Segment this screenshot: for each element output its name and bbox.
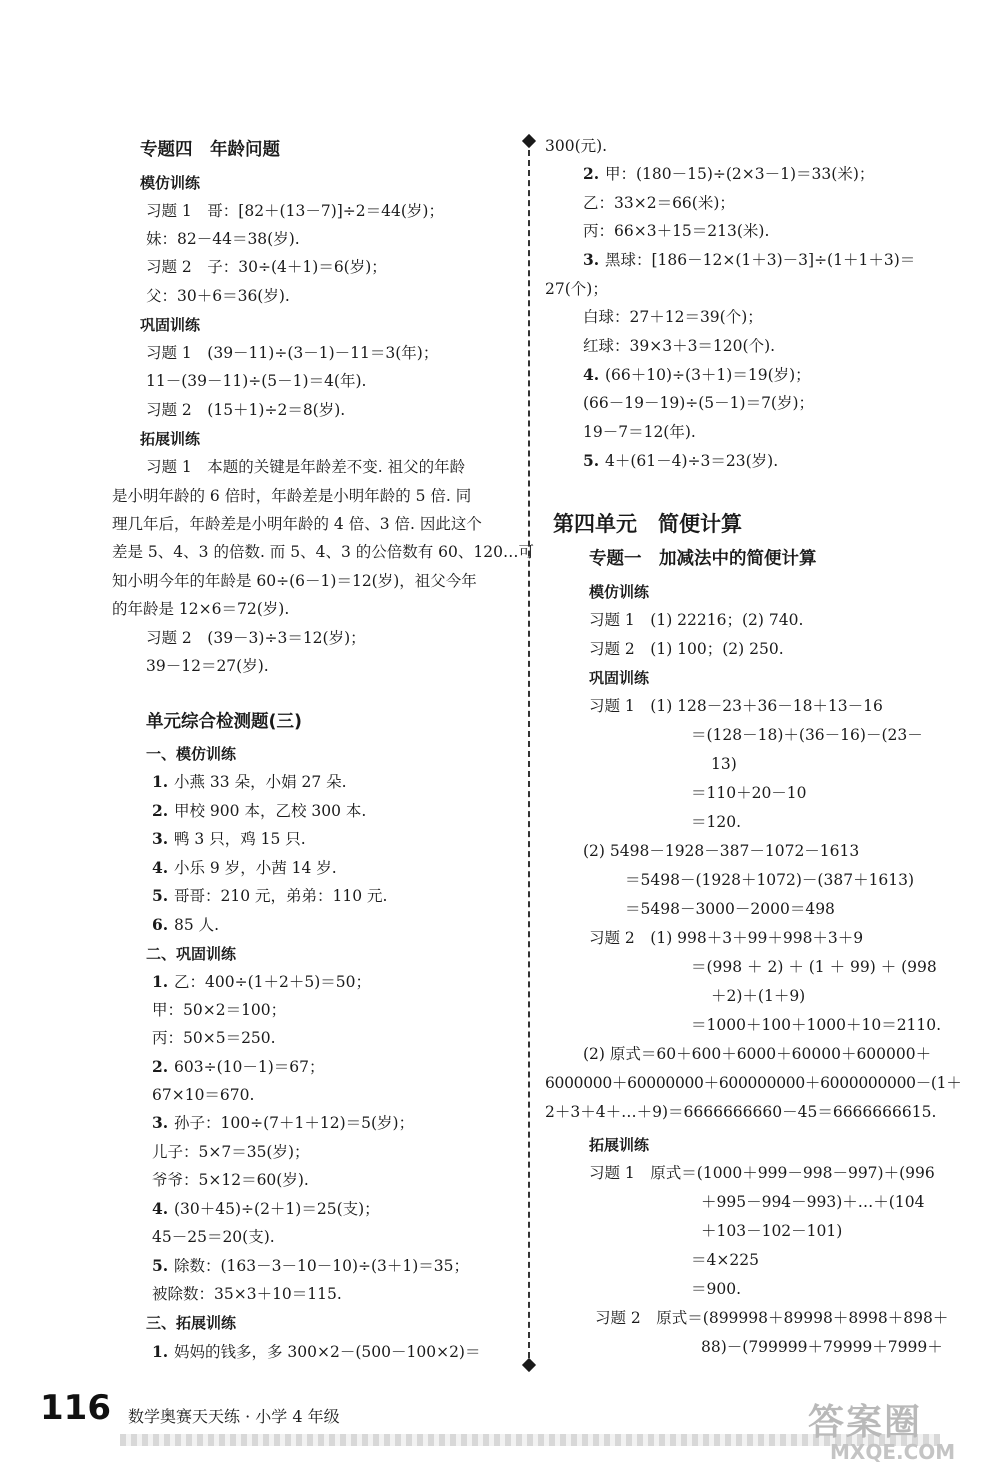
text-line: ＝(128－18)＋(36－16)－(23－ (691, 726, 923, 744)
text-line: 45－25＝20(支). (152, 1228, 275, 1246)
text-line: 哥哥：210 元，弟弟：110 元. (174, 887, 388, 905)
text-line: 白球：27＋12＝39(个)； (583, 308, 763, 326)
text-line: ＋103－102－101) (701, 1222, 843, 1240)
text-line: 67×10＝670. (152, 1086, 255, 1104)
text-line: 习题 1 原式＝(1000＋999－998－997)＋(996 (589, 1164, 935, 1182)
text-line: 39－12＝27(岁). (146, 657, 269, 675)
text-line: 85 人. (174, 916, 220, 934)
text-line: ＋995－994－993)＋…＋(104 (701, 1193, 925, 1211)
item-number: 2. (152, 801, 169, 820)
section-heading: 一、模仿训练 (146, 745, 237, 763)
divider-end-marker (522, 1358, 536, 1372)
text-line: ＝120. (691, 813, 742, 831)
section-heading: 模仿训练 (140, 174, 201, 192)
divider-end-marker (522, 134, 536, 148)
topic-heading: 专题一 加减法中的简便计算 (589, 549, 817, 569)
text-line: 乙：400÷(1＋2＋5)＝50； (174, 973, 371, 991)
text-line: 儿子：5×7＝35(岁)； (152, 1143, 310, 1161)
text-line: 是小明年龄的 6 倍时，年龄差是小明年龄的 5 倍. 同 (112, 487, 472, 505)
item-number: 3. (152, 829, 169, 848)
item-number: 3. (152, 1113, 169, 1132)
text-line: (2) 5498－1928－387－1072－1613 (583, 842, 860, 860)
unit-test-heading: 单元综合检测题(三) (146, 712, 302, 732)
book-title: 数学奥赛天天练 · 小学 4 年级 (128, 1407, 340, 1426)
text-line: 习题 2 (1) 998＋3＋99＋998＋3＋9 (589, 929, 864, 947)
text-line: 甲：(180－15)÷(2×3－1)＝33(米)； (605, 165, 875, 183)
text-line: (2) 原式＝60＋600＋6000＋60000＋600000＋ (583, 1045, 932, 1063)
text-line: ＝5498－(1928＋1072)－(387＋1613) (625, 871, 915, 889)
text-line: 2＋3＋4＋…＋9)＝6666666660－45＝6666666615. (545, 1103, 937, 1121)
text-line: 4＋(61－4)÷3＝23(岁). (605, 452, 779, 470)
text-line: ＝110＋20－10 (691, 784, 807, 802)
unit-heading: 第四单元 简便计算 (553, 512, 742, 536)
text-line: 孙子：100÷(7＋1＋12)＝5(岁)； (174, 1114, 415, 1132)
text-line: 88)－(799999＋79999＋7999＋ (701, 1338, 943, 1356)
text-line: (66－19－19)÷(5－1)＝7(岁)； (583, 394, 815, 412)
item-number: 4. (152, 858, 169, 877)
text-line: 丙：50×5＝250. (152, 1029, 276, 1047)
text-line: 妈妈的钱多，多 300×2－(500－100×2)＝ (174, 1343, 481, 1361)
section-heading: 拓展训练 (140, 430, 201, 448)
item-number: 2. (583, 164, 600, 183)
text-line: 习题 1 (39－11)÷(3－1)－11＝3(年)； (146, 344, 439, 362)
section-heading: 拓展训练 (589, 1136, 650, 1154)
item-number: 2. (152, 1057, 169, 1076)
text-line: ＝(998 ＋ 2) ＋ (1 ＋ 99) ＋ (998 (691, 958, 937, 976)
item-number: 5. (583, 451, 600, 470)
item-number: 1. (152, 972, 169, 991)
text-line: 习题 2 (39－3)÷3＝12(岁)； (146, 629, 366, 647)
text-line: 妹：82－44＝38(岁). (146, 230, 300, 248)
text-line: 习题 2 子：30÷(4＋1)＝6(岁)； (146, 258, 387, 276)
text-line: ＝1000＋100＋1000＋10＝2110. (691, 1016, 942, 1034)
section-heading: 二、巩固训练 (146, 945, 237, 963)
text-line: 习题 1 (1) 22216；(2) 740. (589, 611, 804, 629)
text-line: 6000000＋60000000＋600000000＋6000000000－(1＋ (545, 1074, 962, 1092)
item-number: 4. (583, 365, 600, 384)
text-line: ＝5498－3000－2000＝498 (625, 900, 835, 918)
text-line: (30＋45)÷(2＋1)＝25(支)； (174, 1200, 380, 1218)
section-heading: 模仿训练 (589, 583, 650, 601)
text-line: 知小明今年的年龄是 60÷(6－1)＝12(岁)，祖父今年 (112, 572, 477, 590)
text-line: ＝4×225 (691, 1251, 759, 1269)
text-line: 红球：39×3＋3＝120(个). (583, 337, 776, 355)
text-line: 理几年后，年龄差是小明年龄的 4 倍、3 倍. 因此这个 (112, 515, 482, 533)
section-heading: 巩固训练 (140, 316, 201, 334)
text-line: 的年龄是 12×6＝72(岁). (112, 600, 290, 618)
section-heading: 巩固训练 (589, 669, 650, 687)
item-number: 1. (152, 1342, 169, 1361)
text-line: 乙：33×2＝66(米)； (583, 194, 735, 212)
text-line: 习题 2 原式＝(899998＋89998＋8998＋898＋ (595, 1309, 949, 1327)
text-line: 习题 2 (15＋1)÷2＝8(岁). (146, 401, 346, 419)
text-line: 小燕 33 朵，小娟 27 朵. (174, 773, 347, 791)
watermark-logo: 答案圈 (808, 1402, 923, 1443)
text-line: 13) (711, 755, 737, 773)
text-line: 甲：50×2＝100； (152, 1001, 287, 1019)
text-line: 被除数：35×3＋10＝115. (152, 1285, 342, 1303)
text-line: 300(元). (545, 137, 608, 155)
text-line: 差是 5、4、3 的倍数. 而 5、4、3 的公倍数有 60、120…可 (112, 543, 534, 561)
text-line: 鸭 3 只，鸡 15 只. (174, 830, 306, 848)
text-line: 习题 1 (1) 128－23＋36－18＋13－16 (589, 697, 883, 715)
section-heading: 三、拓展训练 (146, 1314, 237, 1332)
item-number: 1. (152, 772, 169, 791)
text-line: 丙：66×3＋15＝213(米). (583, 222, 770, 240)
page-number: 116 (40, 1388, 111, 1428)
text-line: 除数：(163－3－10－10)÷(3＋1)＝35； (174, 1257, 470, 1275)
text-line: 27(个)； (545, 280, 608, 298)
watermark-url: MXQE.COM (830, 1440, 956, 1464)
text-line: ＝900. (691, 1280, 742, 1298)
text-line: 习题 1 哥：[82＋(13－7)]÷2＝44(岁)； (146, 202, 444, 220)
text-line: 父：30＋6＝36(岁). (146, 287, 290, 305)
item-number: 5. (152, 886, 169, 905)
page-footer (0, 1380, 1000, 1474)
text-line: (66＋10)÷(3＋1)＝19(岁)； (605, 366, 811, 384)
topic-heading: 专题四 年龄问题 (140, 140, 280, 160)
text-line: 603÷(10－1)＝67； (174, 1058, 325, 1076)
item-number: 6. (152, 915, 169, 934)
text-line: 习题 2 (1) 100；(2) 250. (589, 640, 784, 658)
text-line: 爷爷：5×12＝60(岁). (152, 1171, 309, 1189)
text-line: 甲校 900 本，乙校 300 本. (174, 802, 367, 820)
text-line: 黑球：[186－12×(1＋3)－3]÷(1＋1＋3)＝ (605, 251, 916, 269)
text-line: 11－(39－11)÷(5－1)＝4(年). (146, 372, 367, 390)
item-number: 3. (583, 250, 600, 269)
item-number: 5. (152, 1256, 169, 1275)
column-divider (528, 140, 530, 1368)
text-line: ＋2)＋(1＋9) (711, 987, 806, 1005)
item-number: 4. (152, 1199, 169, 1218)
text-line: 习题 1 本题的关键是年龄差不变. 祖父的年龄 (146, 458, 466, 476)
text-line: 19－7＝12(年). (583, 423, 696, 441)
text-line: 小乐 9 岁，小茜 14 岁. (174, 859, 337, 877)
